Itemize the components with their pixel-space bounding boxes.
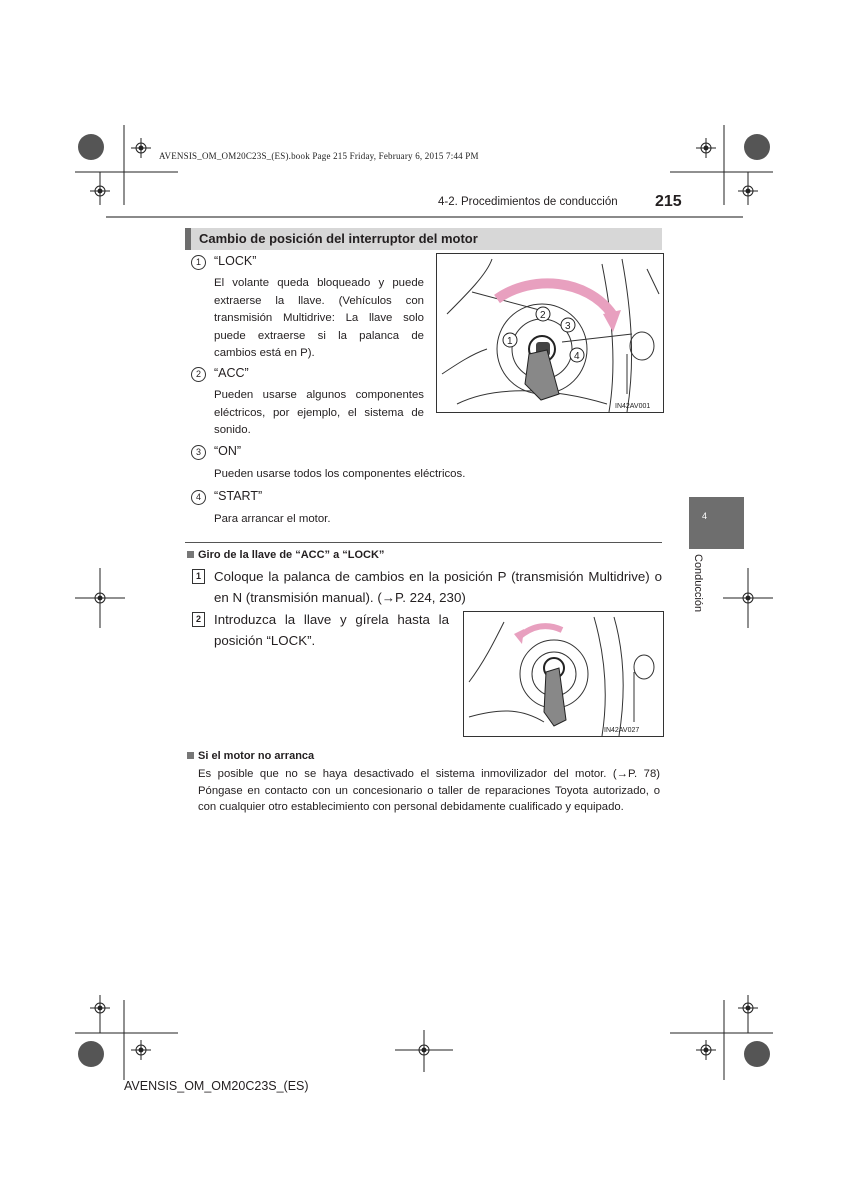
square-bullet-icon	[187, 551, 194, 558]
position-desc-2: Pueden usarse algunos componentes eléctricos, por ejemplo, el sistema de sonido.	[214, 389, 424, 437]
footer-doc-id: AVENSIS_OM_OM20C23S_(ES)	[124, 1079, 309, 1093]
subsection-rule	[185, 542, 662, 543]
position-title: “START”	[214, 489, 263, 503]
illustration-code: IN42AV001	[615, 403, 651, 410]
step-number-2: 2	[192, 612, 205, 627]
key-turn-drawing	[464, 612, 663, 736]
section-title-bar	[185, 228, 662, 250]
step-text-2: Introduzca la llave y gírela hasta la posición “LOCK”.	[214, 612, 449, 648]
ignition-switch-drawing	[437, 254, 663, 412]
ignition-switch-illustration	[436, 253, 664, 413]
illus-label-4: 4	[574, 351, 580, 362]
illus-label-2: 2	[540, 310, 546, 321]
circled-number: 1	[191, 255, 206, 270]
position-desc-4: Para arrancar el motor.	[214, 513, 331, 525]
running-header-section: 4-2. Procedimientos de conducción	[438, 196, 618, 208]
chapter-label: Conducción	[692, 554, 704, 613]
subsection-text-2: Es posible que no se haya desactivado el sistema inmovilizador del motor. (→P. 78) Póngase en contacto con un concesionario o taller de reparaciones Toyota autorizado, o con cualquier otro establecimiento con personal debidamente cualificado y equipado.	[198, 768, 660, 814]
illus-label-1: 1	[507, 336, 513, 347]
subsection-heading-2: Si el motor no arranca	[187, 750, 314, 762]
section-title: Cambio de posición del interruptor del motor	[199, 231, 478, 246]
step-number-1: 1	[192, 569, 205, 584]
step-text-1: Coloque la palanca de cambios en la posición P (transmisión Multidrive) o en N (transmisión manual). (→P. 224, 230)	[214, 569, 662, 605]
illustration-code: IN42AV027	[604, 727, 640, 734]
illus-label-3: 3	[565, 321, 571, 332]
key-turn-illustration	[463, 611, 664, 737]
circled-number: 3	[191, 445, 206, 460]
header-rule	[106, 216, 743, 218]
chapter-tab	[689, 497, 744, 549]
circled-number: 4	[191, 490, 206, 505]
square-bullet-icon	[187, 752, 194, 759]
position-title: “LOCK”	[214, 254, 257, 268]
print-file-info: AVENSIS_OM_OM20C23S_(ES).book Page 215 Friday, February 6, 2015 7:44 PM	[159, 151, 479, 161]
chapter-number: 4	[702, 511, 708, 521]
page-number: 215	[655, 193, 682, 210]
subsection-heading-1: Giro de la llave de “ACC” a “LOCK”	[187, 549, 384, 561]
position-title: “ON”	[214, 444, 242, 458]
position-desc-3: Pueden usarse todos los componentes eléctricos.	[214, 468, 466, 480]
circled-number: 2	[191, 367, 206, 382]
position-desc-1: El volante queda bloqueado y puede extraerse la llave. (Vehículos con transmisión Multidrive: La llave solo puede extraerse si la palanca de cambios está en P).	[214, 277, 424, 360]
position-title: “ACC”	[214, 366, 249, 380]
